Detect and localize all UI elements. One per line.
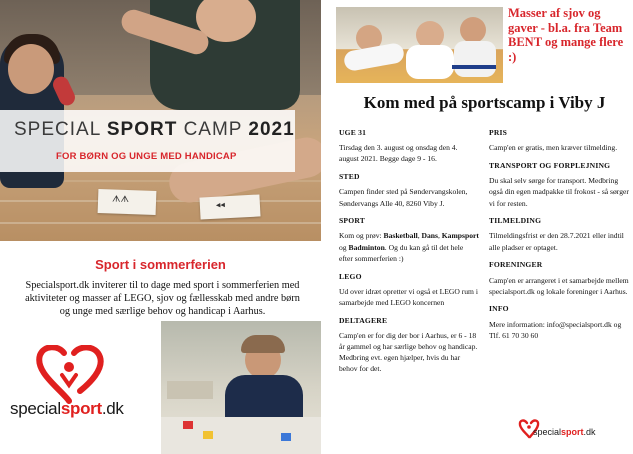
info-heading: INFO xyxy=(489,304,509,314)
info-heading: TILMELDING xyxy=(489,216,542,226)
info-text: Kom og prøv: Basketball, Dans, Kampsport og Badminton. Og du kan gå til det hele efter sommerferien :) xyxy=(339,231,479,263)
info-text: Campen finder sted på Søndervangskolen, Søndervangs Alle 40, 8260 Viby J. xyxy=(339,187,468,208)
boy-lego-photo xyxy=(161,321,321,454)
camp-subtitle: FOR BØRN OG UNGE MED HANDICAP xyxy=(56,151,237,162)
section-heading: Sport i sommerferien xyxy=(95,257,226,272)
karate-photo xyxy=(336,7,503,83)
info-text: Ud over idræt opretter vi også et LEGO rum i samarbejde med LEGO koncernen xyxy=(339,286,478,307)
intro-text: Specialsport.dk inviterer til to dage med sport i sommerferien med aktiviteter og masser af LEGO, sjov og fællesskab med andre børn og unge med særlige behov og handicap i Aarhus. xyxy=(25,280,300,318)
info-block-location xyxy=(339,171,479,209)
info-text: Tirsdag den 3. august og onsdag den 4. august 2021. Begge dage 9 - 16. xyxy=(339,143,458,164)
info-column-right xyxy=(489,127,631,348)
info-heading: PRIS xyxy=(489,128,508,137)
prizes-callout: Masser af sjov og gaver - bl.a. fra Team BENT og mange flere :) xyxy=(508,6,624,64)
camp-title: SPECIAL SPORT CAMP 2021 xyxy=(14,119,295,140)
info-block-signup xyxy=(489,215,631,253)
logo-wordmark: specialsport.dk xyxy=(10,399,124,418)
info-text: Camp'en er for dig der bor i Aarhus, er 6 - 18 år gammel og har særlige behov og handicap. Medbring evt. egen hjælper, hvis du har behov for det. xyxy=(339,330,478,374)
info-heading: STED xyxy=(339,172,360,182)
info-column-left xyxy=(339,127,479,381)
info-text: Camp'en er gratis, men kræver tilmelding. xyxy=(489,143,618,153)
info-block-lego xyxy=(339,271,479,309)
info-block-sport xyxy=(339,215,479,264)
info-block-info xyxy=(489,303,631,341)
info-text: Tilmeldingsfrist er den 28.7.2021 eller indtil alle pladser er optaget. xyxy=(489,231,624,252)
main-title: Kom med på sportscamp i Viby J xyxy=(363,93,606,112)
info-block-participants xyxy=(339,315,479,375)
info-text: Mere information: info@specialsport.dk og Tlf. 61 70 30 60 xyxy=(489,319,622,340)
info-text: Du skal selv sørge for transport. Medbring også din egen madpakke til frokost - så sørger vi for resten. xyxy=(489,176,629,208)
info-block-price xyxy=(489,127,631,153)
info-heading: LEGO xyxy=(339,271,362,281)
info-text: Camp'en er arrangeret i et samarbejde mellem specialsport.dk og lokale foreninger i Aarhus. xyxy=(489,275,629,296)
hero-photo: ᗑᗑ ◂◂ xyxy=(0,0,321,241)
info-block-week xyxy=(339,127,479,165)
small-logo-wordmark: specialsport.dk xyxy=(533,427,596,437)
info-block-clubs xyxy=(489,259,631,297)
info-block-transport xyxy=(489,160,631,209)
info-heading: FORENINGER xyxy=(489,260,543,270)
info-heading: SPORT xyxy=(339,216,366,226)
info-heading: TRANSPORT OG FORPLEJNING xyxy=(489,160,611,170)
info-heading: DELTAGERE xyxy=(339,315,388,325)
info-heading: UGE 31 xyxy=(339,128,367,137)
